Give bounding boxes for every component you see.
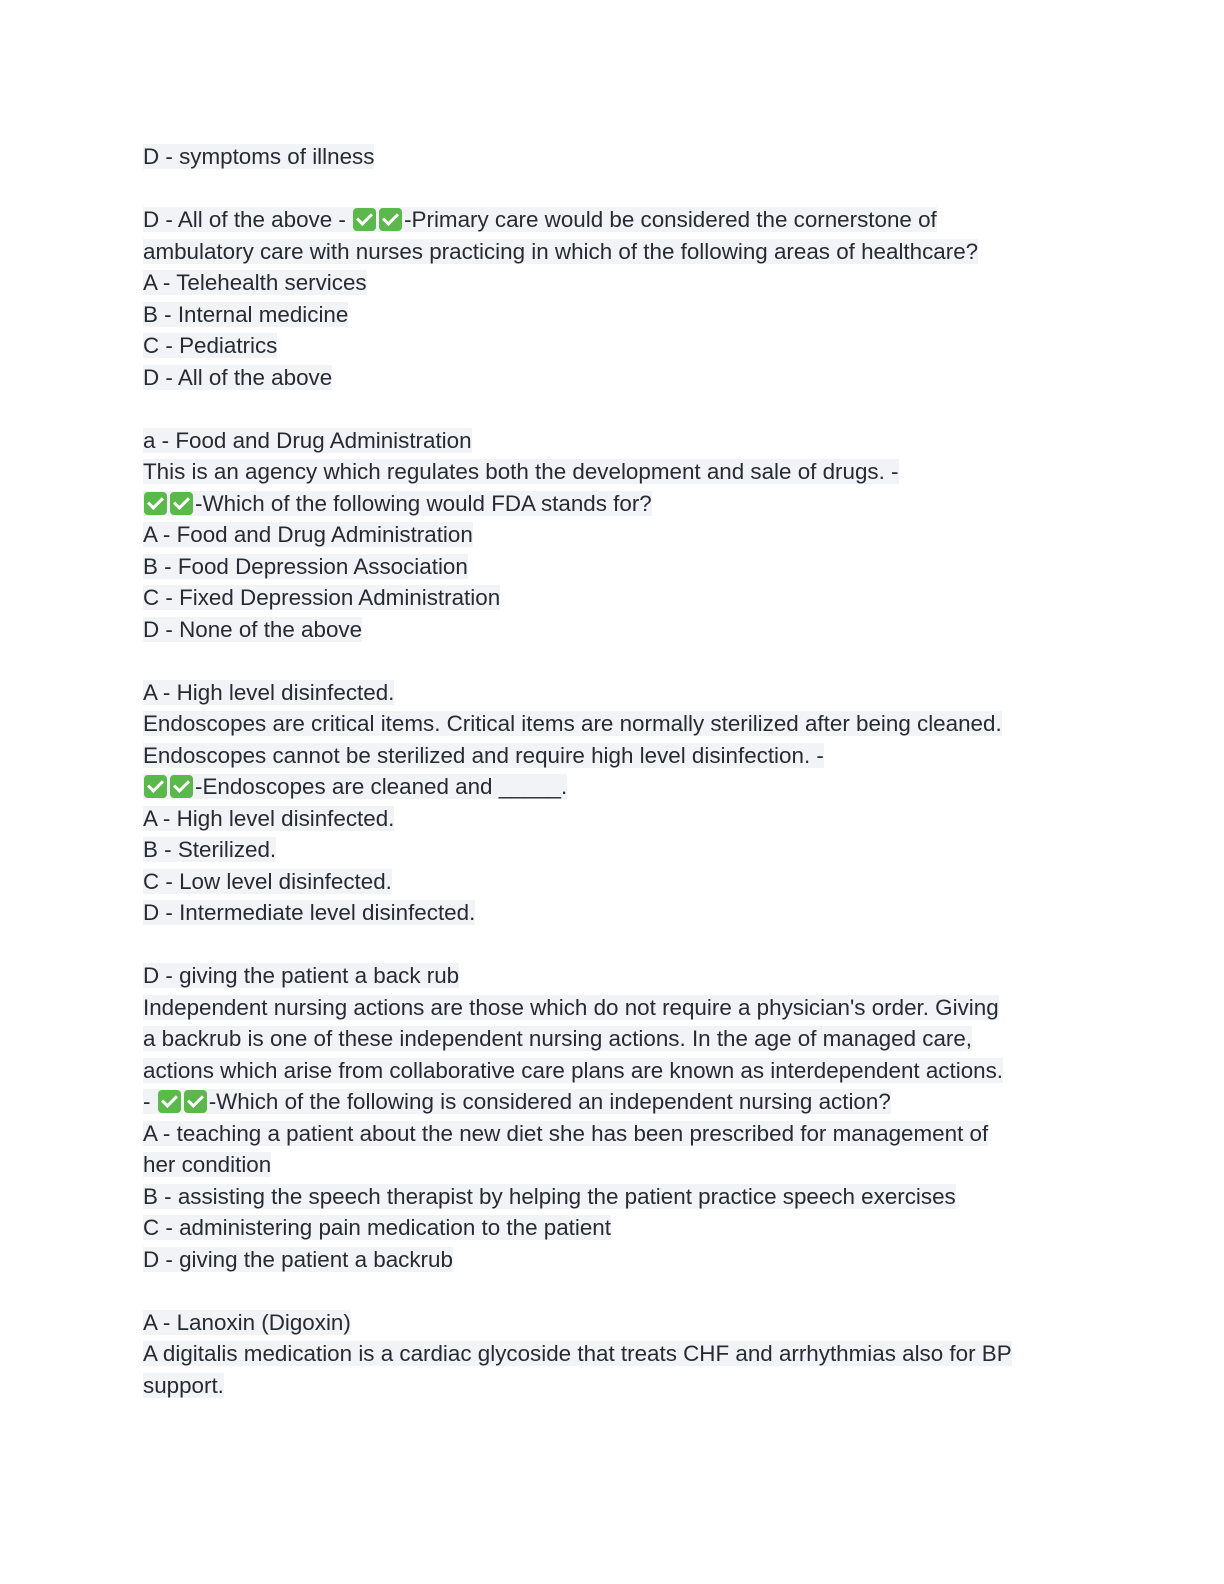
paragraph-gap xyxy=(143,1275,1083,1307)
text-line xyxy=(143,204,1083,236)
paragraph-gap xyxy=(143,645,1083,677)
line-text: D - All of the above - xyxy=(143,207,353,232)
line-highlight xyxy=(143,1310,351,1335)
check-mark-icon xyxy=(379,208,402,231)
paragraph-gap xyxy=(143,393,1083,425)
line-highlight xyxy=(143,995,999,1020)
paragraph-gap xyxy=(143,173,1083,205)
line-highlight xyxy=(143,900,475,925)
text-line xyxy=(143,1307,1083,1339)
text-line xyxy=(143,1370,1083,1402)
line-text: C - Pediatrics xyxy=(143,333,278,358)
question-text: -Which of the following would FDA stands for? xyxy=(195,490,652,516)
line-highlight xyxy=(143,1121,988,1146)
line-text: A - Telehealth services xyxy=(143,270,367,295)
line-text: C - Fixed Depression Administration xyxy=(143,585,501,610)
question-text: -Primary care would be considered the cornerstone of xyxy=(404,207,937,232)
line-highlight xyxy=(143,239,978,264)
line-highlight xyxy=(143,617,362,642)
line-text: This is an agency which regulates both the development and sale of drugs. - xyxy=(143,459,899,484)
line-text: D - None of the above xyxy=(143,616,363,642)
text-line xyxy=(143,771,1083,803)
answer-option xyxy=(143,362,1083,394)
document-page xyxy=(143,141,1083,1401)
line-highlight xyxy=(143,1089,891,1114)
line-text: a - Food and Drug Administration xyxy=(143,427,472,453)
text-line xyxy=(143,425,1083,457)
line-highlight xyxy=(143,333,277,358)
answer-option xyxy=(143,519,1083,551)
line-highlight xyxy=(143,1058,1003,1083)
line-text: C - Low level disinfected. xyxy=(143,868,392,894)
line-text: ambulatory care with nurses practicing in which of the following areas of healthcare? xyxy=(143,238,979,264)
check-mark-icon xyxy=(170,492,193,515)
line-highlight xyxy=(143,1026,972,1051)
line-highlight xyxy=(143,522,473,547)
text-line xyxy=(143,1338,1083,1370)
answer-option xyxy=(143,551,1083,583)
line-highlight xyxy=(143,1184,956,1209)
text-line xyxy=(143,677,1083,709)
line-highlight xyxy=(143,963,459,988)
check-mark-icon xyxy=(184,1090,207,1113)
line-highlight xyxy=(143,1247,453,1272)
line-text: B - Sterilized. xyxy=(143,837,277,862)
line-text: actions which arise from collaborative care plans are known as interdependent actions. xyxy=(143,1057,1004,1083)
check-mark-icon xyxy=(158,1090,181,1113)
line-highlight xyxy=(143,837,276,862)
text-line xyxy=(143,488,1083,520)
line-highlight xyxy=(143,144,374,169)
line-text: B - assisting the speech therapist by helping the patient practice speech exercises xyxy=(143,1183,956,1209)
line-text: D - symptoms of illness xyxy=(143,144,375,169)
line-text: D - All of the above xyxy=(143,364,333,390)
answer-option xyxy=(143,1149,1083,1181)
qa-block xyxy=(143,1307,1083,1402)
line-text: a backrub is one of these independent nursing actions. In the age of managed care, xyxy=(143,1026,973,1051)
qa-block xyxy=(143,204,1083,393)
line-text: A - Lanoxin (Digoxin) xyxy=(143,1309,351,1335)
line-text: D - giving the patient a backrub xyxy=(143,1246,453,1272)
line-highlight xyxy=(143,1152,271,1177)
text-line xyxy=(143,236,1083,268)
check-mark-icon xyxy=(170,775,193,798)
line-highlight xyxy=(143,806,394,831)
line-highlight xyxy=(143,554,468,579)
line-highlight xyxy=(143,585,500,610)
text-line xyxy=(143,708,1083,740)
answer-option xyxy=(143,1118,1083,1150)
line-text: support. xyxy=(143,1372,224,1398)
text-line xyxy=(143,960,1083,992)
line-text: A - teaching a patient about the new diet she has been prescribed for management of xyxy=(143,1120,989,1146)
answer-option xyxy=(143,803,1083,835)
line-highlight xyxy=(143,365,332,390)
line-highlight xyxy=(143,743,824,768)
check-mark-icon xyxy=(353,208,376,231)
line-text: B - Internal medicine xyxy=(143,301,349,327)
line-highlight xyxy=(143,428,472,453)
line-text: A digitalis medication is a cardiac glycoside that treats CHF and arrhythmias also for BP xyxy=(143,1341,1012,1366)
line-text: Independent nursing actions are those which do not require a physician's order. Giving xyxy=(143,994,999,1020)
line-highlight xyxy=(143,459,899,484)
line-text: B - Food Depression Association xyxy=(143,553,468,579)
line-text: A - High level disinfected. xyxy=(143,805,395,831)
question-text: -Which of the following is considered an independent nursing action? xyxy=(208,1089,891,1114)
line-highlight xyxy=(143,680,394,705)
answer-option xyxy=(143,1212,1083,1244)
answer-option xyxy=(143,330,1083,362)
line-highlight xyxy=(143,270,367,295)
line-highlight xyxy=(143,302,348,327)
line-text: her condition xyxy=(143,1152,272,1177)
answer-option xyxy=(143,834,1083,866)
answer-option xyxy=(143,582,1083,614)
line-text: D - Intermediate level disinfected. xyxy=(143,900,476,925)
answer-option xyxy=(143,897,1083,929)
text-line xyxy=(143,1055,1083,1087)
text-line xyxy=(143,1086,1083,1118)
answer-option xyxy=(143,299,1083,331)
qa-block xyxy=(143,425,1083,646)
answer-option xyxy=(143,866,1083,898)
line-highlight xyxy=(143,207,937,232)
line-highlight xyxy=(143,1215,611,1240)
answer-option xyxy=(143,1244,1083,1276)
line-text: Endoscopes are critical items. Critical items are normally sterilized after being cleaned. xyxy=(143,711,1002,736)
text-line xyxy=(143,740,1083,772)
line-highlight xyxy=(143,869,392,894)
line-highlight xyxy=(143,491,652,516)
line-text: Endoscopes cannot be sterilized and require high level disinfection. - xyxy=(143,742,824,768)
line-highlight xyxy=(143,774,567,799)
paragraph-gap xyxy=(143,929,1083,961)
check-mark-icon xyxy=(144,775,167,798)
line-highlight xyxy=(143,1373,224,1398)
line-text: A - High level disinfected. xyxy=(143,679,395,705)
text-line xyxy=(143,992,1083,1024)
check-mark-icon xyxy=(144,492,167,515)
line-highlight xyxy=(143,711,1002,736)
line-text: C - administering pain medication to the patient xyxy=(143,1215,611,1240)
answer-option xyxy=(143,614,1083,646)
question-text: -Endoscopes are cleaned and _____. xyxy=(195,774,568,799)
text-line xyxy=(143,1023,1083,1055)
answer-option xyxy=(143,267,1083,299)
qa-block xyxy=(143,960,1083,1275)
line-text: D - giving the patient a back rub xyxy=(143,963,460,988)
line-highlight xyxy=(143,1341,1012,1366)
qa-block xyxy=(143,141,1083,173)
line-text: - xyxy=(143,1089,157,1114)
text-line xyxy=(143,456,1083,488)
line-text: A - Food and Drug Administration xyxy=(143,522,473,547)
text-line xyxy=(143,141,1083,173)
qa-block xyxy=(143,677,1083,929)
answer-option xyxy=(143,1181,1083,1213)
